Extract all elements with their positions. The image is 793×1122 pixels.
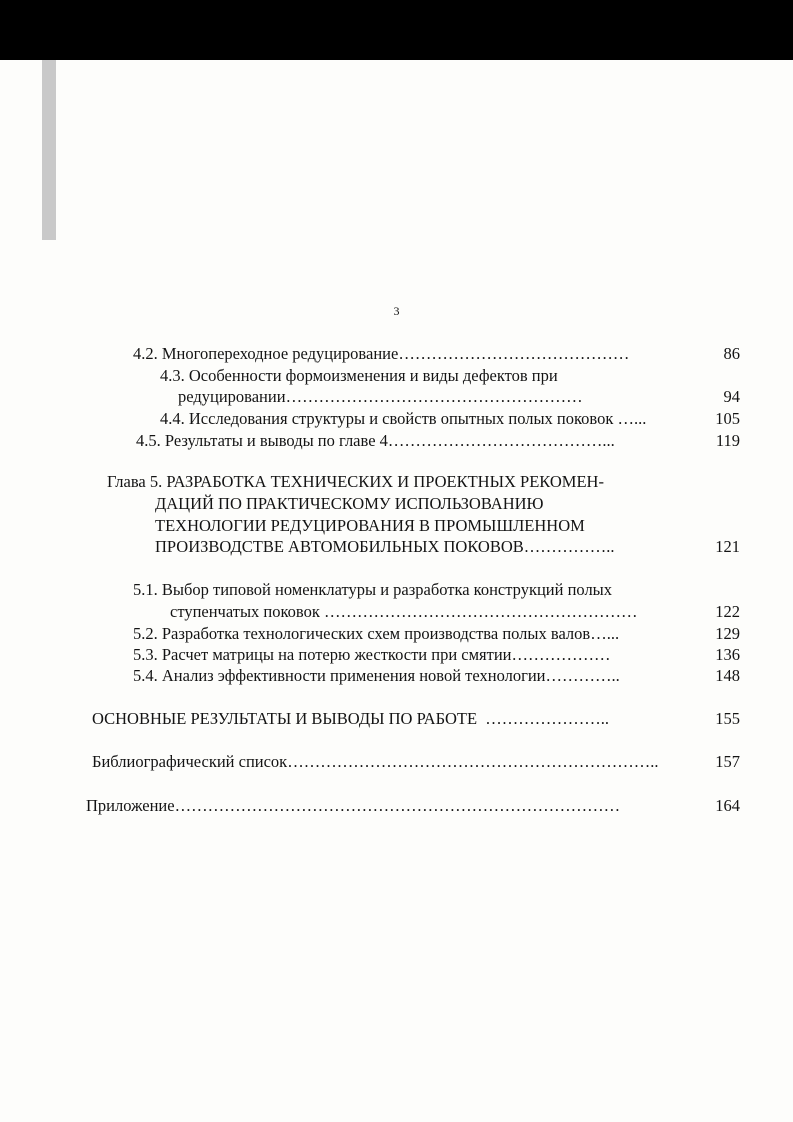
toc-entry-4-3 — [160, 366, 700, 386]
toc-leader-dots: …………………………………… — [398, 344, 630, 363]
toc-entry-title: 4.4. Исследования структуры и свойств опытных полых поковок — [160, 409, 614, 428]
toc-entry-5-2 — [133, 624, 689, 644]
toc-page-number: 157 — [715, 752, 740, 771]
toc-leader-dots: …... — [617, 409, 647, 428]
toc-chapter-5-cont — [155, 494, 675, 514]
toc-page-number: 155 — [715, 709, 740, 728]
toc-leader-dots: ………….. — [545, 666, 620, 685]
toc-section-title: Библиографический список — [92, 752, 288, 771]
toc-chapter-title: ТЕХНОЛОГИИ РЕДУЦИРОВАНИЯ В ПРОМЫШЛЕННОМ — [155, 516, 585, 535]
toc-page-number: 121 — [715, 537, 740, 556]
toc-leader-dots: ……………………………………………… — [285, 387, 583, 406]
toc-leader-dots: …... — [590, 624, 620, 643]
toc-entry-5-1 — [133, 580, 693, 600]
toc-entry-title: 5.3. Расчет матрицы на потерю жесткости при смятии — [133, 645, 512, 664]
toc-entry-4-5 — [136, 431, 692, 451]
toc-entry-4-4 — [160, 409, 690, 429]
toc-chapter-title: ПРОИЗВОДСТВЕ АВТОМОБИЛЬНЫХ ПОКОВОВ — [155, 537, 524, 556]
toc-entry-4-3-cont — [178, 387, 690, 407]
toc-page-number: 129 — [715, 624, 740, 643]
toc-leader-dots: ………………….. — [485, 709, 610, 728]
toc-entry-5-3 — [133, 645, 685, 665]
toc-leader-dots: ……………… — [511, 645, 611, 664]
toc-chapter-5-cont — [155, 537, 685, 557]
toc-bibliography — [92, 752, 690, 772]
page-number: 3 — [393, 304, 400, 318]
scan-border-top — [0, 0, 793, 60]
toc-entry-title: 4.3. Особенности формоизменения и виды дефектов при — [160, 366, 558, 385]
toc-section-title: Приложение — [86, 796, 175, 815]
toc-appendix — [86, 796, 686, 816]
toc-leader-dots: …………….. — [523, 537, 615, 556]
toc-entry-title: 5.2. Разработка технологических схем производства полых валов — [133, 624, 591, 643]
toc-entry-5-1-cont — [170, 602, 686, 622]
toc-page-number: 86 — [723, 344, 740, 363]
toc-page-number: 164 — [715, 796, 740, 815]
toc-entry-title: 5.1. Выбор типовой номенклатуры и разработка конструкций полых — [133, 580, 613, 599]
toc-leader-dots: ………………………………………………………….. — [287, 752, 659, 771]
toc-entry-title: 4.2. Многопереходное редуцирование — [133, 344, 399, 363]
toc-leader-dots: …………………………………... — [387, 431, 615, 450]
toc-page-number: 122 — [715, 602, 740, 621]
toc-chapter-5 — [107, 472, 693, 492]
toc-page-number: 136 — [715, 645, 740, 664]
toc-results — [92, 709, 692, 729]
toc-section-title: ОСНОВНЫЕ РЕЗУЛЬТАТЫ И ВЫВОДЫ ПО РАБОТЕ — [92, 709, 478, 728]
toc-page-number: 119 — [715, 431, 740, 450]
toc-page-number: 148 — [715, 666, 740, 685]
toc-entry-title: 5.4. Анализ эффективности применения новой технологии — [133, 666, 546, 685]
toc-leader-dots: ………………………………………………… — [324, 602, 638, 621]
toc-leader-dots: ……………………………………………………………………… — [174, 796, 621, 815]
toc-entry-5-4 — [133, 666, 685, 686]
toc-entry-4-2 — [133, 344, 691, 364]
toc-entry-title: редуцировании — [178, 387, 286, 406]
toc-chapter-title: Глава 5. РАЗРАБОТКА ТЕХНИЧЕСКИХ И ПРОЕКТНЫХ РЕКОМЕН- — [107, 472, 604, 491]
toc-page-number: 105 — [715, 409, 740, 428]
toc-chapter-title: ДАЦИЙ ПО ПРАКТИЧЕСКОМУ ИСПОЛЬЗОВАНИЮ — [155, 494, 544, 513]
toc-page-number: 94 — [723, 387, 740, 406]
toc-entry-title: ступенчатых поковок — [170, 602, 320, 621]
toc-chapter-5-cont — [155, 516, 675, 536]
scan-artifact — [42, 60, 56, 240]
toc-entry-title: 4.5. Результаты и выводы по главе 4 — [136, 431, 388, 450]
